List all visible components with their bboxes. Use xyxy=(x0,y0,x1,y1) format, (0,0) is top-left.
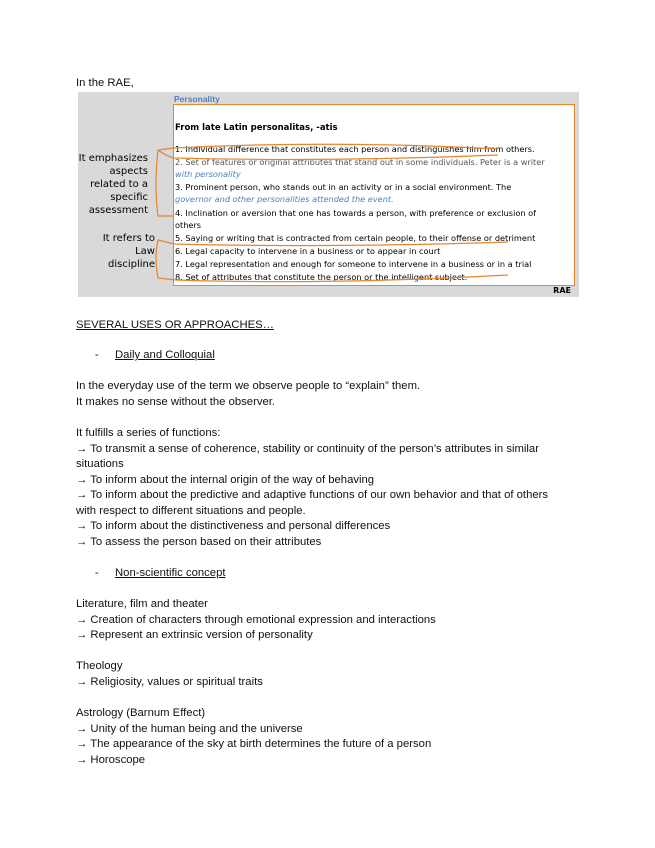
side-note-line: discipline xyxy=(107,259,155,270)
list-item: → To assess the person based on their attributes xyxy=(76,536,322,548)
definition-line: 3. Prominent person, who stands out in an activity or in a social environment. The xyxy=(175,182,512,192)
definition-line: 5. Saying or writing that is contracted from certain people, to their offense or detriment xyxy=(175,233,536,243)
list-item: → To inform about the distinctiveness and personal differences xyxy=(76,520,391,532)
list-item: → Represent an extrinsic version of personality xyxy=(76,629,313,641)
definition-line: governor and other personalities attended the event. xyxy=(175,194,394,204)
side-note-line: It refers to xyxy=(102,233,155,244)
side-note-line: assessment xyxy=(88,205,148,216)
subsection-title: Non-scientific concept xyxy=(115,567,226,579)
intro-text: In the RAE, xyxy=(76,77,134,89)
definition-line: others xyxy=(175,220,202,230)
rae-definition-figure xyxy=(78,92,579,297)
paragraph-line: It fulfills a series of functions: xyxy=(76,427,221,439)
source-label: RAE xyxy=(553,286,571,295)
list-item: → Creation of characters through emotional expression and interactions xyxy=(76,614,436,626)
definition-line: 8. Set of attributes that constitute the person or the intelligent subject. xyxy=(175,272,468,282)
etymology: From late Latin personalitas, -atis xyxy=(175,123,338,133)
definition-line: 6. Legal capacity to intervene in a business or to appear in court xyxy=(175,246,441,256)
paragraph-line: Literature, film and theater xyxy=(76,598,208,610)
bullet: - xyxy=(95,567,99,579)
definition-line: 2. Set of features or original attributes that stand out in some individuals. Peter is a writer xyxy=(175,157,545,167)
list-item: → To inform about the predictive and adaptive functions of our own behavior and that of others xyxy=(76,489,549,501)
subsection-title: Daily and Colloquial xyxy=(115,349,215,361)
definition-line: 7. Legal representation and enough for someone to intervene in a business or in a trial xyxy=(175,259,532,269)
definition-line: 4. Inclination or aversion that one has towards a person, with preference or exclusion of xyxy=(175,208,537,218)
side-note-line: It emphasizes xyxy=(78,153,148,164)
annotation-brackets xyxy=(78,92,579,297)
list-item: → To transmit a sense of coherence, stability or continuity of the person’s attributes in similar xyxy=(76,443,539,455)
bullet: - xyxy=(95,349,99,361)
list-item: → Horoscope xyxy=(76,754,146,766)
side-note-line: aspects xyxy=(109,166,148,177)
list-item: situations xyxy=(76,458,124,470)
paragraph-line: Theology xyxy=(76,660,123,672)
list-item: → To inform about the internal origin of the way of behaving xyxy=(76,474,375,486)
bracket-law xyxy=(156,240,508,282)
bracket-top xyxy=(158,144,498,150)
list-item: → The appearance of the sky at birth determines the future of a person xyxy=(76,738,432,750)
definition-line: 1. Individual difference that constitutes each person and distinguishes him from others. xyxy=(175,144,535,154)
bracket-law-top xyxy=(158,240,508,246)
list-item: → Religiosity, values or spiritual traits xyxy=(76,676,263,688)
side-note-line: specific xyxy=(110,192,148,203)
list-item: with respect to different situations and people. xyxy=(76,505,306,517)
bracket-left-1 xyxy=(156,150,174,216)
bracket-mid xyxy=(158,150,498,159)
entry-title: Personality xyxy=(174,94,220,104)
paragraph-line: In the everyday use of the term we observe people to “explain” them. xyxy=(76,380,421,392)
side-note-line: related to a xyxy=(90,179,148,190)
paragraph-line: Astrology (Barnum Effect) xyxy=(76,707,206,719)
side-note-line: Law xyxy=(135,246,155,257)
paragraph-line: It makes no sense without the observer. xyxy=(76,396,276,408)
section-heading: SEVERAL USES OR APPROACHES… xyxy=(76,319,274,331)
definition-line: with personality xyxy=(175,169,241,179)
list-item: → Unity of the human being and the universe xyxy=(76,723,303,735)
